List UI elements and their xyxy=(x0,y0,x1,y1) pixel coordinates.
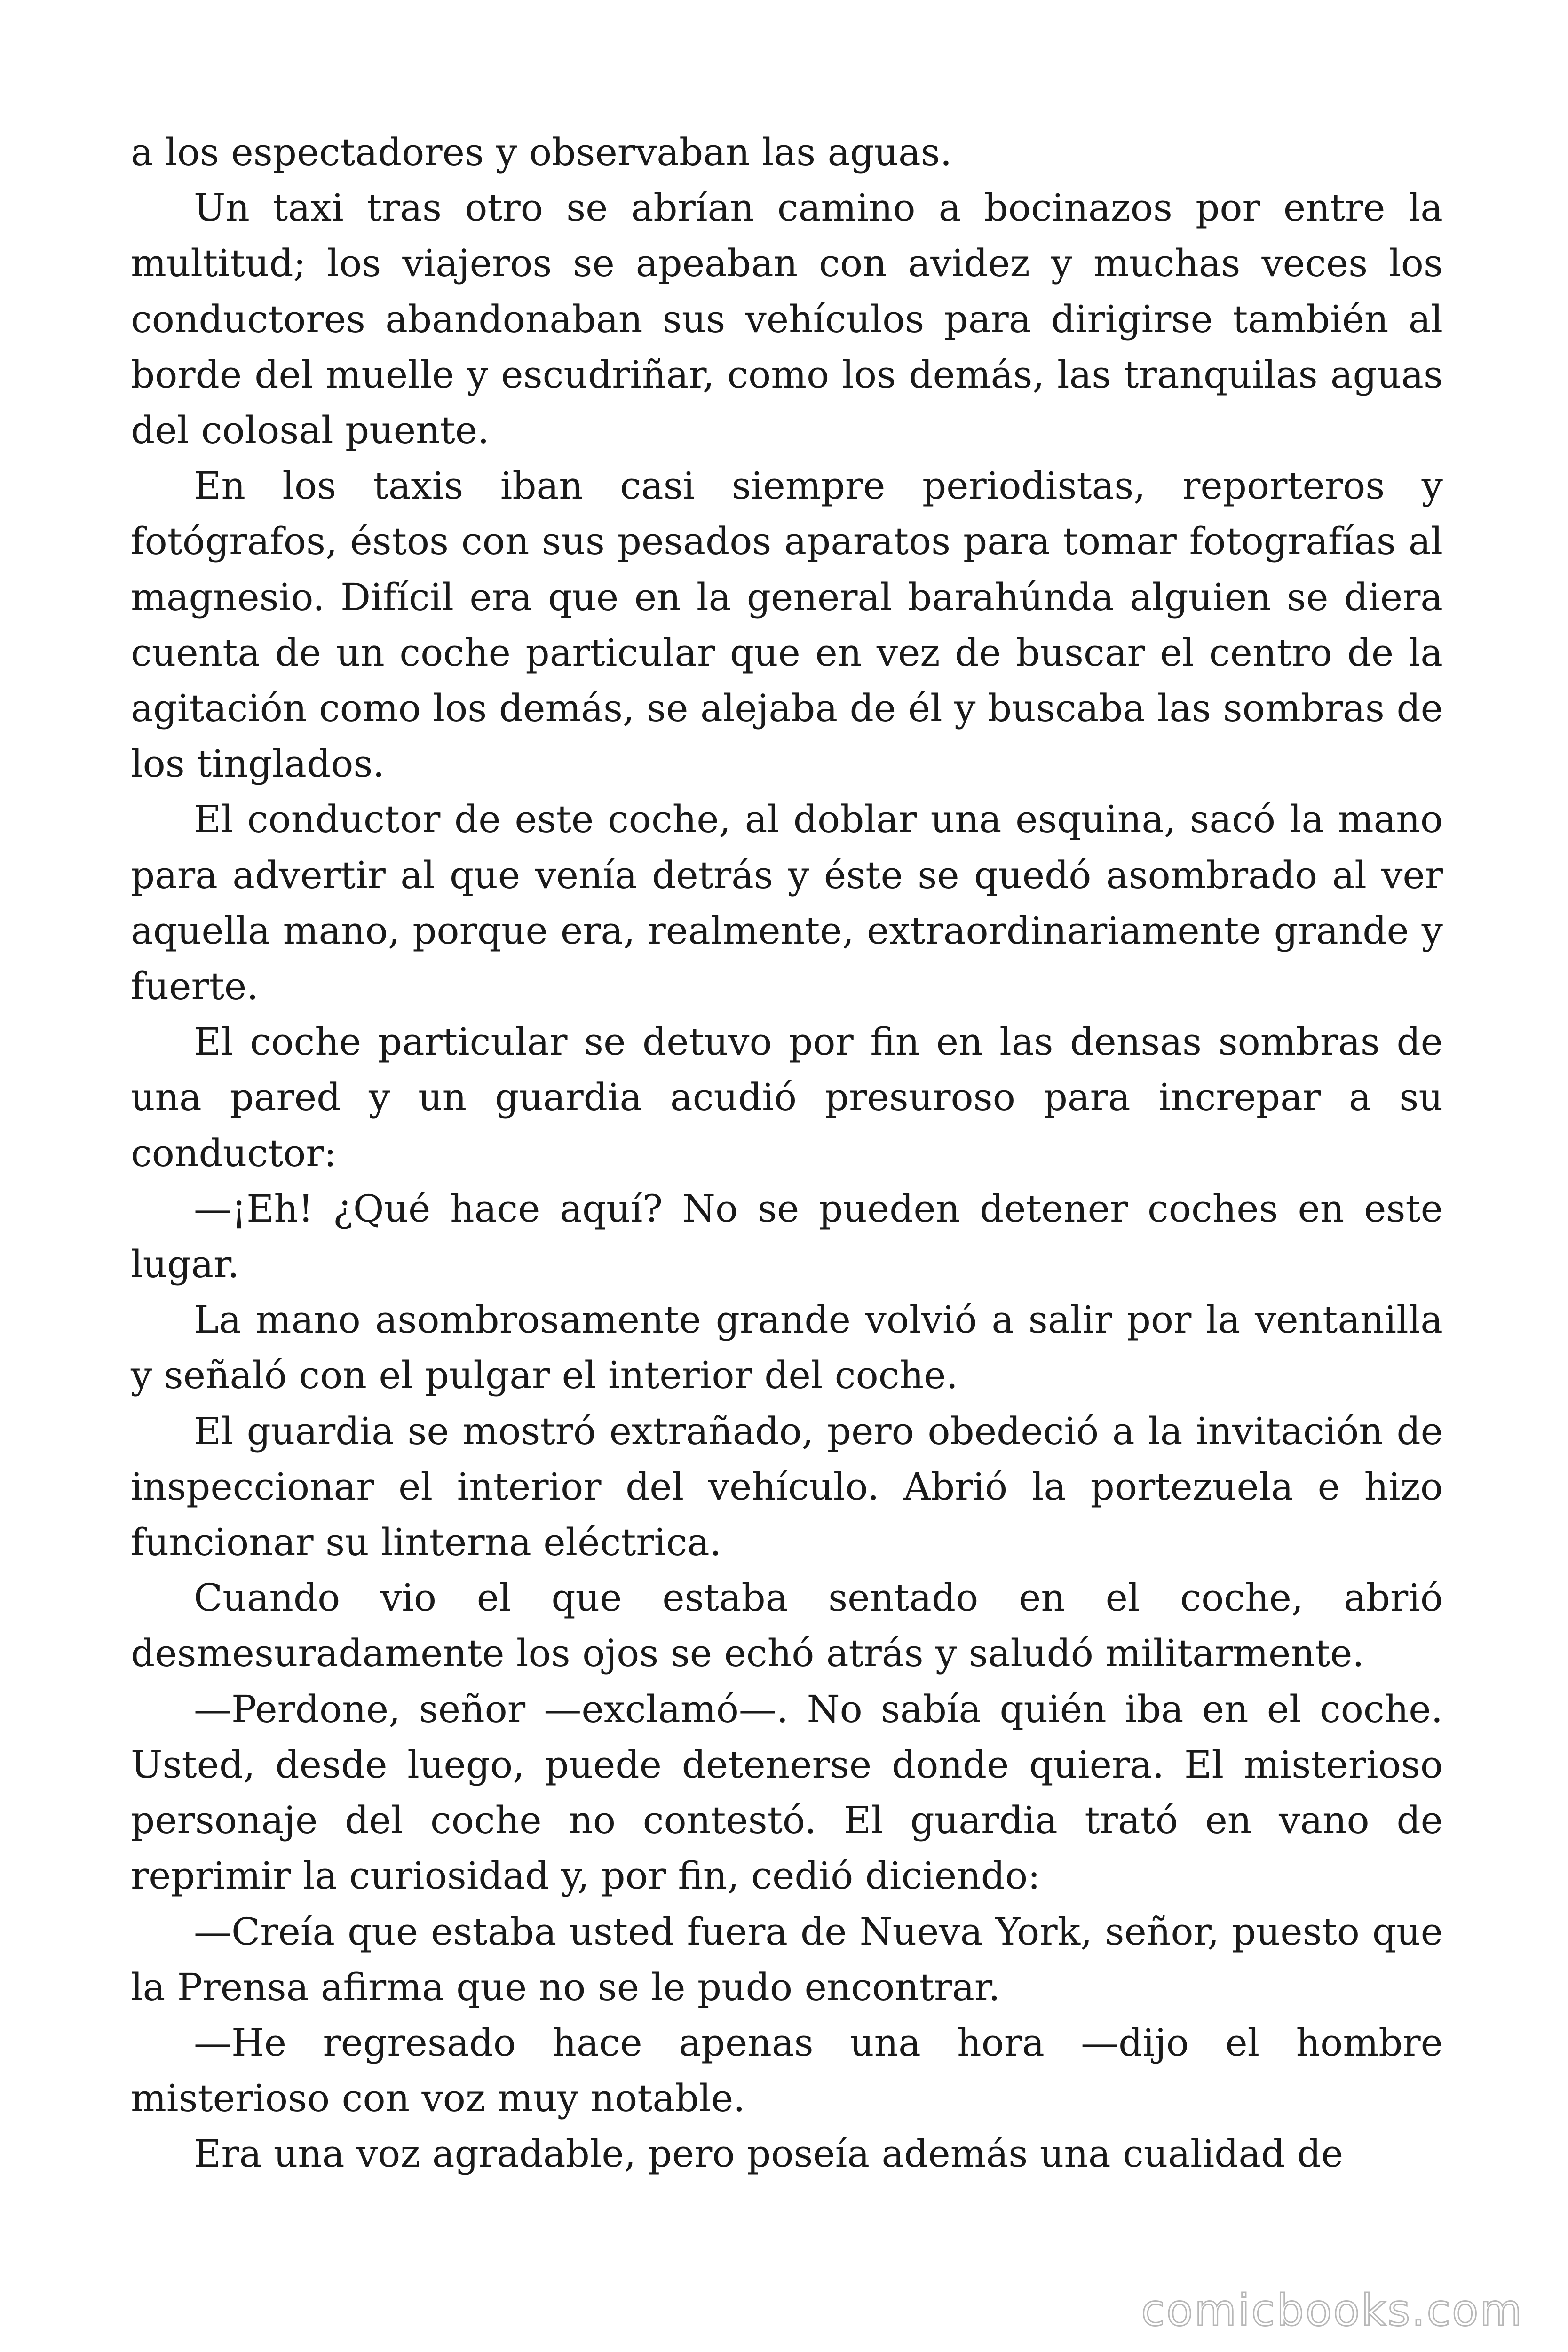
paragraph: Era una voz agradable, pero poseía además una cualidad de xyxy=(194,2132,1344,2176)
paragraph: —Perdone, señor —exclamó—. No sabía quién iba en el coche. Usted, desde luego, puede detenerse donde quiera. El misterioso personaje del coche no contestó. El guardia trató en vano de reprimir la curiosidad y, por fin, cedió diciendo: xyxy=(131,1687,1443,1898)
paragraph: —¡Eh! ¿Qué hace aquí? No se pueden detener coches en este lugar. xyxy=(131,1186,1443,1287)
paragraph: El conductor de este coche, al doblar una esquina, sacó la mano para advertir al que venía detrás y éste se quedó asombrado al ver aquella mano, porque era, realmente, extraordinariamente grande y fuerte. xyxy=(131,797,1443,1009)
paragraph: a los espectadores y observaban las aguas. xyxy=(131,130,952,174)
paragraph: La mano asombrosamente grande volvió a salir por la ventanilla y señaló con el pulgar el interior del coche. xyxy=(131,1298,1443,1398)
paragraph: En los taxis iban casi siempre periodistas, reporteros y fotógrafos, éstos con sus pesados aparatos para tomar fotografías al magnesio. Difícil era que en la general barahúnda alguien se diera cuenta de un coche particular que en vez de buscar el centro de la agitación como los demás, se alejaba de él y buscaba las sombras de los tinglados. xyxy=(131,464,1443,786)
paragraph: Cuando vio el que estaba sentado en el coche, abrió desmesuradamente los ojos se echó atrás y saludó militarmente. xyxy=(131,1576,1443,1676)
paragraph: Un taxi tras otro se abrían camino a bocinazos por entre la multitud; los viajeros se apeaban con avidez y muchas veces los conductores abandonaban sus vehículos para dirigirse también al borde del muelle y escudriñar, como los demás, las tranquilas aguas del colosal puente. xyxy=(131,186,1443,453)
paragraph: —Creía que estaba usted fuera de Nueva York, señor, puesto que la Prensa afirma que no se le pudo encontrar. xyxy=(131,1909,1443,2009)
paragraph: —He regresado hace apenas una hora —dijo el hombre misterioso con voz muy notable. xyxy=(131,2020,1443,2121)
paragraph: El guardia se mostró extrañado, pero obedeció a la invitación de inspeccionar el interior del vehículo. Abrió la portezuela e hizo funcionar su linterna eléctrica. xyxy=(131,1409,1443,1565)
watermark: comicbooks.com xyxy=(1141,2285,1523,2336)
page-body xyxy=(131,125,1443,2182)
paragraph: El coche particular se detuvo por fin en las densas sombras de una pared y un guardia acudió presuroso para increpar a su conductor: xyxy=(131,1020,1443,1175)
